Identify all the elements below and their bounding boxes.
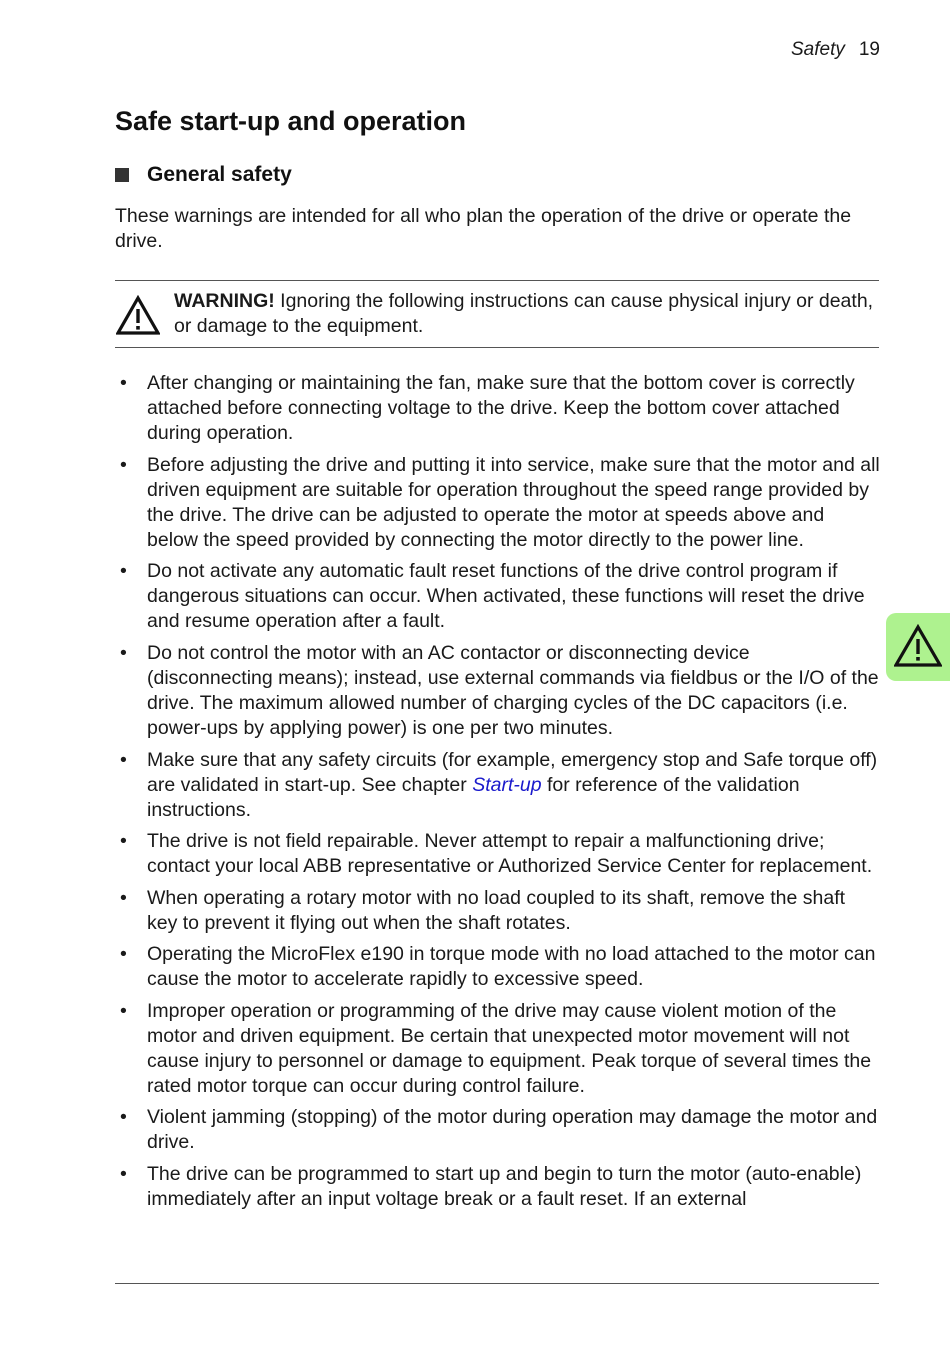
warning-triangle-icon <box>116 295 160 340</box>
page-number: 19 <box>858 39 880 60</box>
list-item-text: The drive is not field repairable. Never attempt to repair a malfunctioning drive; contact your local ABB representative or Authorized Service Center for replacement. <box>147 830 873 878</box>
bullet-dot: • <box>120 372 127 394</box>
bullet-dot: • <box>120 560 127 583</box>
list-item-text: Make sure that any safety circuits (for example, emergency stop and Safe torque off) are validated in start-up. See chapter <box>147 748 878 796</box>
warning-triangle-icon <box>894 624 942 668</box>
warning-label: WARNING! <box>174 290 275 312</box>
list-item <box>115 942 880 992</box>
safety-side-tab <box>886 613 950 681</box>
header-section: Safety <box>790 39 845 60</box>
bullet-dot: • <box>120 830 127 853</box>
list-item-text: The drive can be programmed to start up and begin to turn the motor (auto-enable) immediately after an input voltage break or a fault reset. If an external <box>147 1162 862 1210</box>
warning-message: Ignoring the following instructions can cause physical injury or death, or damage to the equipment. <box>174 290 874 337</box>
bullet-dot: • <box>120 641 127 664</box>
list-item-text: Operating the MicroFlex e190 in torque mode with no load attached to the motor can cause the motor to accelerate rapidly to excessive speed. <box>147 943 876 991</box>
list-item <box>115 1162 880 1212</box>
safety-bullet-list <box>115 371 880 1218</box>
bullet-dot: • <box>120 999 127 1022</box>
square-bullet-icon <box>115 168 129 182</box>
list-item <box>115 559 880 634</box>
bullet-dot: • <box>120 943 127 966</box>
list-item <box>115 748 880 823</box>
subsection-title: General safety <box>147 163 292 186</box>
list-item-text: Improper operation or programming of the drive may cause violent motion of the motor and driven equipment. Be certain that unexpected motor movement will not cause injury to personnel or damage to equipment. Peak torque of several times the rated motor torque can occur during control failure. <box>147 999 872 1097</box>
list-item <box>115 641 880 741</box>
list-item-text: Violent jamming (stopping) of the motor during operation may damage the motor and drive. <box>147 1106 878 1154</box>
list-item-text: Before adjusting the drive and putting it into service, make sure that the motor and all driven equipment are suitable for operation throughout the speed range provided by the drive. The drive can be adjusted to operate the motor at speeds above and below the speed provided by connecting the motor directly to the power line. <box>147 453 880 551</box>
warning-text <box>174 289 874 339</box>
intro-paragraph: These warnings are intended for all who plan the operation of the drive or operate the drive. <box>115 205 852 252</box>
bullet-dot: • <box>120 886 127 909</box>
list-item <box>115 999 880 1099</box>
startup-chapter-link[interactable]: Start-up <box>472 773 542 796</box>
bullet-dot: • <box>120 748 127 771</box>
list-item-text: Do not activate any automatic fault reset functions of the drive control program if dangerous situations can occur. When activated, these functions will reset the drive and resume operation after a fault. <box>147 560 865 633</box>
bullet-dot: • <box>120 453 127 476</box>
list-item <box>115 829 880 879</box>
list-item-text: After changing or maintaining the fan, make sure that the bottom cover is correctly attached before connecting voltage to the drive. Keep the bottom cover attached during operation. <box>147 372 855 445</box>
list-item-text: When operating a rotary motor with no load coupled to its shaft, remove the shaft key to prevent it flying out when the shaft rotates. <box>147 886 846 934</box>
running-header <box>791 39 880 61</box>
list-item <box>115 453 880 553</box>
list-item <box>115 886 880 936</box>
footer-rule <box>115 1283 879 1284</box>
page-title: Safe start-up and operation <box>115 106 467 136</box>
bullet-dot: • <box>120 1162 127 1185</box>
subsection-heading <box>115 163 292 187</box>
list-item-text-tail: for reference of the validation instructions. <box>147 773 800 821</box>
bullet-dot: • <box>120 1106 127 1129</box>
list-item <box>115 1105 880 1155</box>
list-item <box>115 371 880 446</box>
warning-box <box>115 280 879 348</box>
list-item-text: Do not control the motor with an AC contactor or disconnecting device (disconnecting means); instead, use external commands via fieldbus or the I/O of the drive. The maximum allowed number of charging cycles of the DC capacitors (i.e. power-ups by applying power) is one per two minutes. <box>147 641 879 740</box>
